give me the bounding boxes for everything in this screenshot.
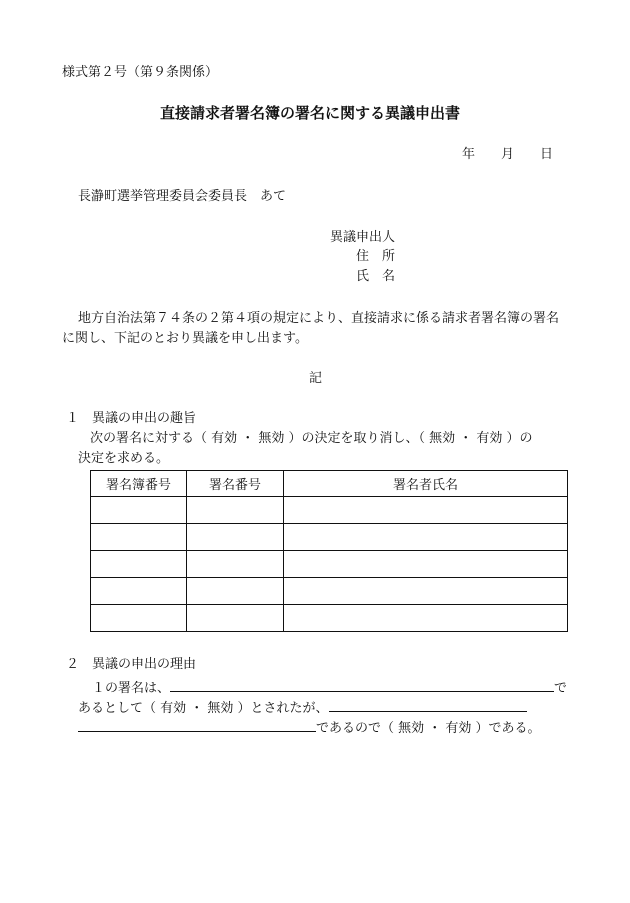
section2-line-3 <box>78 718 541 735</box>
cell-signature-book-number <box>91 578 187 605</box>
cell-signature-book-number <box>91 605 187 632</box>
signature-table <box>90 470 568 632</box>
reason-line3-end: であるので（ 無効 ・ 有効 ）である。 <box>316 721 541 736</box>
table-row <box>91 497 568 524</box>
cell-signature-book-number <box>91 497 187 524</box>
intro-line-2: に関し、下記のとおり異議を申し出ます。 <box>62 331 308 346</box>
reason-line1-start: １の署名は、 <box>92 681 171 696</box>
cell-signature-number <box>187 497 284 524</box>
blank-reason-field-2 <box>329 698 527 712</box>
table-row <box>91 578 568 605</box>
cell-signature-number <box>187 524 284 551</box>
reason-line1-end: で <box>554 681 568 696</box>
section2-heading: ２ 異議の申出の理由 <box>66 657 197 672</box>
table-row <box>91 551 568 578</box>
table-row <box>91 605 568 632</box>
section2-line-1 <box>92 678 567 695</box>
section2-line-2 <box>78 698 527 715</box>
table-header-row <box>91 471 568 497</box>
cell-signer-name <box>284 605 568 632</box>
blank-reason-field-3 <box>78 718 316 732</box>
addressee: 長瀞町選挙管理委員会委員長 あて <box>78 189 287 204</box>
cell-signer-name <box>284 551 568 578</box>
cell-signature-number <box>187 551 284 578</box>
applicant-heading: 異議申出人 <box>330 230 396 245</box>
applicant-name-label: 氏 名 <box>356 269 396 284</box>
date-month-label: 月 <box>501 147 515 162</box>
cell-signature-book-number <box>91 551 187 578</box>
document-title: 直接請求者署名簿の署名に関する異議申出書 <box>160 104 461 122</box>
cell-signer-name <box>284 578 568 605</box>
section1-line-2: 決定を求める。 <box>78 451 170 466</box>
blank-reason-field-1 <box>170 678 554 692</box>
ki-heading: 記 <box>309 371 323 386</box>
date-day-label: 日 <box>540 147 554 162</box>
reason-line2-start: あるとして（ 有効 ・ 無効 ）とされたが、 <box>78 701 329 716</box>
table-row <box>91 524 568 551</box>
applicant-address-label: 住 所 <box>356 249 396 264</box>
cell-signature-book-number <box>91 524 187 551</box>
date-year-label: 年 <box>462 147 476 162</box>
date-line <box>462 148 553 161</box>
cell-signature-number <box>187 605 284 632</box>
cell-signer-name <box>284 524 568 551</box>
section1-line-1: 次の署名に対する（ 有効 ・ 無効 ）の決定を取り消し、（ 無効 ・ 有効 ）の <box>90 431 533 446</box>
form-label: 様式第２号（第９条関係） <box>62 65 219 80</box>
section1-heading: １ 異議の申出の趣旨 <box>66 411 197 426</box>
header-signature-book-number: 署名簿番号 <box>91 471 187 497</box>
cell-signature-number <box>187 578 284 605</box>
cell-signer-name <box>284 497 568 524</box>
header-signer-name: 署名者氏名 <box>284 471 568 497</box>
header-signature-number: 署名番号 <box>187 471 284 497</box>
intro-line-1: 地方自治法第７４条の２第４項の規定により、直接請求に係る請求者署名簿の署名 <box>78 311 560 326</box>
